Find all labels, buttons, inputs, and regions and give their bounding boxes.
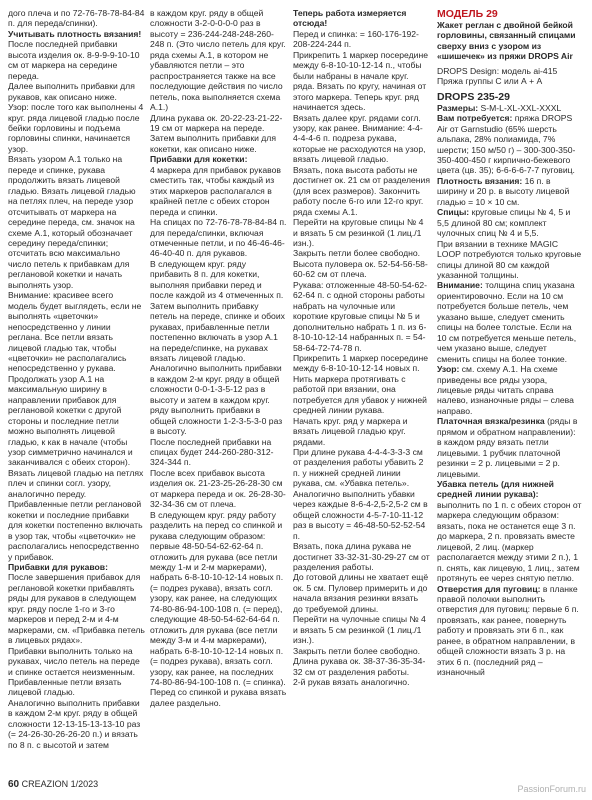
text-paragraph: Перед со спинкой и рукава вязать далее раздельно. <box>150 687 287 708</box>
model-code: DROPS 235-29 <box>437 90 510 103</box>
garter-label: Платочная вязка/резинка <box>437 416 545 427</box>
text-paragraph: Перейти на круговые спицы № 4 и вязать 5 см резинкой (1 лиц./1 изн.). <box>293 217 424 248</box>
text-paragraph: После последней прибавки высота изделия ок. 8-9-9-9-10-10 см от маркера на середине переда. <box>8 39 140 81</box>
text-paragraph: Узор: после того как выполнены 4 круг. ряда лицевой гладью после бейки горловины и подъема горловины спинки, начинается узор. <box>8 102 144 154</box>
decrease-label: Убавка петель (для нижней средней линии рукава): <box>437 479 554 500</box>
text-paragraph: Аналогично выполнить прибавки в каждом 2-м круг. ряду в общей сложности 12-13-15-13-13-10 раз (= 24-26-30-26-26-20 п.) и вязать по 8 п. с высотой и затем <box>8 697 141 750</box>
buttonholes-text: в планке правой полочки выполнить отверстия для пуговиц: первые 6 п. провязать, как ранее, повернуть работу и провязать эти 6 п., как ранее, в обратном направлении, в общей сложности вязать 3 р. на этих 6 п. (последний ряд – изнаночный <box>437 583 579 678</box>
text-paragraph: После всех прибавок высота изделия ок. 21-23-25-26-28-30 см от маркера переда и ок. 26-28-30-32-34-36 см от плеча. <box>150 467 286 510</box>
column-2 <box>150 8 287 708</box>
buttonholes-label: Отверстия для пуговиц: <box>437 583 541 594</box>
density-line <box>437 176 582 207</box>
design-note: DROPS Design: модель ai-415 Пряжа группы С или А + А <box>437 65 558 87</box>
needles-line <box>437 207 582 238</box>
text-paragraph: Начать круг. ряд у маркера и вязать лицевой гладью круг. рядами. <box>293 415 408 447</box>
text-paragraph: Вязать, пока длина рукава не достигнет 33-32-31-30-29-27 см от разделения работы. <box>293 541 430 573</box>
text-paragraph: Рукава: отложенные 48-50-54-62-62-64 п. с одной стороны работы набрать на чулочные или короткие круговые спицы № 5 и дополнительно набрать 1 п. из 6-8-10-10-12-14 набранных п. = 54-58-64-72-74-78 п. <box>293 279 427 353</box>
pattern-label: Узор: <box>437 364 460 375</box>
needles-text: круговые спицы № 4, 5 и 5,5 длиной 80 см; комплект чулочных спиц № 4 и 5,5. <box>437 207 571 239</box>
section-heading: Прибавки для рукавов: <box>8 562 108 573</box>
garter-text: (ряды в прямом и обратном направлении): в каждом ряду вязать петли лицевыми. 1 рубчик платочной резинки = 2 р. лицевыми = 2 р. лицевыми. <box>437 416 578 479</box>
section-heading: Теперь работа измеряется отсюда! <box>293 8 407 29</box>
model-subtitle: Жакет реглан с двойной бейкой горловины, связанный спицами сверху вниз с узором из «шишечек» из пряжи DROPS Air <box>437 20 576 62</box>
text-paragraph: При длине рукава 4-4-4-3-3-3 см от разделения работы убавить 2 п. у нижней средней линии рукава, см. «Убавка петель». <box>293 447 424 489</box>
text-paragraph: Вязать узором А.1 только на переде и спинке, рукава продолжить вязать лицевой гладью. Вязать лицевой гладью на петлях плеч, на переде узор отсчитывать от маркера на середине переда, см. значок на схеме А.1, который обозначает середину переда/спинки; отсчитать всю максимально число петель к прибавкам для реглановой кокетки и начать выполнять узор. <box>8 154 136 290</box>
text-paragraph: Вязать, пока высота работы не достигнет ок. 21 см от разделения (для всех размеров). Закончить работу после 6-го или 12-го круг. ряда схемы А.1. <box>293 164 431 217</box>
text-paragraph: Продолжать узор А.1 на максимальную ширину в направлении прибавок для реглановой кокетки с другой стороны и последние петли можно выполнять лицевой гладью, к как в начале (чтобы узор симметрично начинался и заканчивался с обеих сторон). Вязать лицевой гладью на петлях плеч и спинки согл. узору, аналогично переду. <box>8 373 144 499</box>
text-paragraph: Внимание: красивее всего модель будет выглядеть, если не выполнять «цветочки» непосредственно у линии реглана. Все петли вязать лицевой гладью так, чтобы «цветочки» не располагались непосредственно у рукава. <box>8 290 142 374</box>
text-paragraph: Прикрепить 1 маркер посередине между 6-8-10-10-12-14 новых п. Нить маркера протягивать с работой при вязании, она потребуется для убавок у нижней средней линии рукава. <box>293 352 428 416</box>
sizes-label: Размеры: <box>437 102 479 113</box>
model-title: МОДЕЛЬ 29 <box>437 8 498 20</box>
page-number: 60 <box>8 779 20 790</box>
materials-label: Вам потребуется: <box>437 113 513 124</box>
sizes-value: S-M-L-XL-XXL-XXXL <box>480 102 562 113</box>
text-paragraph: Перед и спинка: = 160-176-192-208-224-244 п. <box>293 28 419 50</box>
text-paragraph: Аналогично выполнить прибавки в каждом 2-м круг. ряду в общей сложности 0-0-1-3-5-12 раз в высоту и затем в каждом круг. ряду выполнить прибавки в общей сложности 1-2-3-5-3-0 раз в высоту. <box>150 363 283 437</box>
text-paragraph: дого плеча и по 72-76-78-78-84-84 п. для переда/спинки). <box>8 8 145 29</box>
materials-text: пряжа DROPS Air от Garnstudio (65% шерсть альпака, 28% полиамида, 7% шерсти; 150 м/50 г) – 300-300-350-350-400-450 г кирпично-бежевого цвета (цв. 35); 6-6-6-6-7-7 пуговиц. <box>437 113 576 176</box>
text-paragraph: Прибавленные петли вязать лицевой гладью. <box>8 677 122 698</box>
text-paragraph: в каждом круг. ряду в общей сложности 3-2-0-0-0-0 раз в высоту = 236-244-248-248-260-248 п. (Это число петель для круг. ряда схемы А.1, в котором не убавляются петли – это распространяется также на все последующие действия по число петель, пока выполняется схема А.1.) <box>150 8 286 113</box>
decrease-line <box>437 479 582 584</box>
magazine-name: CREAZION 1/2023 <box>21 779 99 789</box>
text-paragraph: Аналогично выполнить убавки через каждые 8-6-4-2,5-2,5-2 см в общей сложности 4-5-7-10-11-12 раз в высоту = 46-48-50-52-52-54 п. <box>293 488 428 541</box>
garter-line <box>437 416 582 479</box>
text-paragraph: После завершения прибавок для реглановой кокетки прибавлять ряды для рукавов в следующем круг. ряду после 1-го и 3-го маркеров и перед 2-м и 4-м маркерами, см. «Прибавка петель в лицевых рядах». <box>8 572 145 646</box>
site-watermark: PassionForum.ru <box>517 784 586 794</box>
text-paragraph: Далее выполнить прибавки для рукавов, как описано ниже. <box>8 81 135 102</box>
magic-loop-note: При вязании в технике MAGIC LOOP потребуются только круговые спицы длиной 80 см каждой указанной толщины. <box>437 238 582 280</box>
text-paragraph: Прикрепить 1 маркер посередине между 6-8-10-10-12-14 п., чтобы были набраны в начале круг. ряда. Вязать по кругу, начиная от этого маркера. Теперь круг. ряд начинается здесь. <box>293 49 428 113</box>
text-paragraph: В следующем круг. ряду прибавить 8 п. для кокетки, выполняя прибавки перед и после каждой из 4 отмеченных п. <box>150 258 284 301</box>
column-1 <box>8 8 145 750</box>
text-paragraph: Закрыть петли более свободно. <box>293 645 421 656</box>
page-footer <box>8 779 98 790</box>
text-paragraph: Закрыть петли более свободно. Высота пуловера ок. 52-54-56-58-60-62 см от плеча. <box>293 248 428 280</box>
materials-line <box>437 113 582 176</box>
column-4 <box>437 8 582 678</box>
column-3 <box>293 8 430 687</box>
section-heading: Прибавки для кокетки: <box>150 154 248 165</box>
text-paragraph: 4 маркера для прибавок рукавов сместить так, чтобы каждый из этих маркеров располагался в крайней петле с обеих сторон переда и спинки. <box>150 164 281 217</box>
text-paragraph: На спицах по 72-76-78-78-84-84 п. для переда/спинки, включая отмеченные петли, и по 46-46-46-46-40-40 п. для рукавов. <box>150 217 287 259</box>
buttonholes-line <box>437 584 582 678</box>
attention-line <box>437 280 582 364</box>
text-paragraph: Длина рукава ок. 38-37-36-35-34-32 см от разделения работы. <box>293 656 426 677</box>
attention-label: Внимание: <box>437 280 483 291</box>
density-label: Плотность вязания: <box>437 175 523 186</box>
pattern-text: см. схему А.1. На схеме приведены все ряды узора, лицевые ряды читать справа налево, изнаночные ряды – слева направо. <box>437 364 574 416</box>
attention-text: толщина спиц указана ориентировочно. Если на 10 см потребуется больше петель, чем указано выше, следует сменить спицы на более толстые. Если на 10 см потребуется меньше петель, чем указано выше, следует сменить спицы на более тонкие. <box>437 280 577 364</box>
text-paragraph: Вязать далее круг. рядами согл. узору, как ранее. Внимание: 4-4-4-4-4-6 п. подреза рукава, которые не расходуются на узор, вязать лицевой гладью. <box>293 112 426 165</box>
text-paragraph: Прибавленные петли реглановой кокетки и последние прибавки для кокетки постепенно включать в узор так, чтобы «цветочки» не располагались непосредственно у прибавок. <box>8 499 143 562</box>
density-text: 16 п. в ширину и 20 р. в высоту лицевой гладью = 10 × 10 см. <box>437 175 570 207</box>
text-paragraph: Затем выполнить прибавку петель на переде, спинке и обоих рукавах, прибавленные петли постепенно включать в узор А.1 на переде/спинке, на рукавах вязать лицевой гладью. <box>150 300 285 363</box>
text-paragraph: Длина рукава ок. 20-22-23-21-22-19 см от маркера на переде. Затем выполнить прибавки для кокетки, как описано ниже. <box>150 112 283 154</box>
text-paragraph: Перейти на чулочные спицы № 4 и вязать 5 см резинкой (1 лиц./1 изн.). <box>293 614 426 646</box>
text-paragraph: В следующем круг. ряду работу разделить на перед со спинкой и рукава следующим образом: первые 48-50-54-62-62-64 п. отложить для рукава (все петли между 1-м и 2-м маркерами), набрать 6-8-10-10-12-14 новых п. (= подрез рукава), вязать согл. узору, как ранее, на следующих 74-80-86-94-100-108 п. (= перед), следующие 48-50-54-62-64-64 п. отложить для рукава (все петли между 3-м и 4-м маркерами), набрать 6-8-10-10-12-14 новых п. (= подрез рукава), вязать согл. узору, как ранее, на последних 74-80-86-94-100-108 п. (= спинка). <box>150 509 286 687</box>
pattern-line <box>437 364 582 416</box>
text-paragraph: Прибавки выполнить только на рукавах, число петель на переде и спинке остается неизменным. <box>8 645 140 677</box>
section-heading: Учитывать плотность вязания! <box>8 28 142 39</box>
text-paragraph: После последней прибавки на спицах будет 244-260-280-312-324-344 п. <box>150 436 274 468</box>
needles-label: Спицы: <box>437 207 470 218</box>
text-paragraph: До готовой длины не хватает ещё ок. 5 см. Пуловер примерить и до начала вязания резинки вязать до требуемой длины. <box>293 572 429 614</box>
decrease-text: выполнить по 1 п. с обеих сторон от маркера следующим образом: вязать, пока не останется еще 3 п. до маркера, 2 п. провязать вместе лицевой, 2 лиц. (маркер располагается между этими 2 п.), 1 п. снять, как лицевую, 1 лиц., затем протянуть ее через снятую петлю. <box>437 499 582 584</box>
sizes-line <box>437 103 582 113</box>
text-paragraph: 2-й рукав вязать аналогично. <box>293 677 410 687</box>
